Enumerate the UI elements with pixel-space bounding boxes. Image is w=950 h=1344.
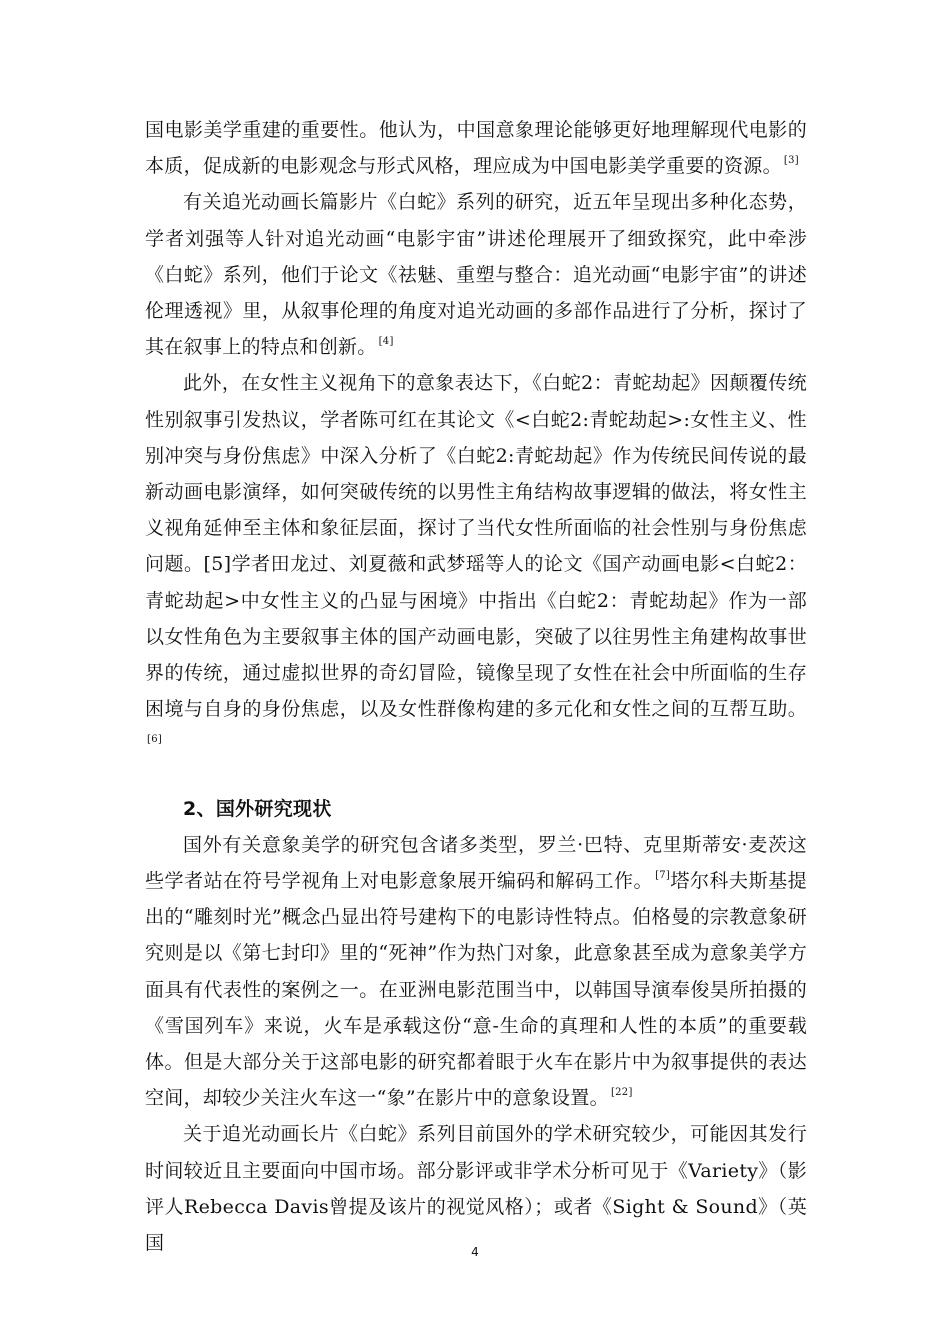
paragraph-text: 国电影美学重建的重要性。他认为，中国意象理论能够更好地理解现代电影的本质，促成新的电影观念与形式风格，理应成为中国电影美学重要的资源。 [145, 119, 807, 178]
citation-ref: [4] [378, 336, 394, 348]
citation-ref: [22] [610, 1087, 633, 1099]
paragraph-text: 关于追光动画长片《白蛇》系列目前国外的学术研究较少，可能因其发行时间较近且主要面向中国市场。部分影评或非学术分析可见于《Variety》（影评人Rebecca Davis曾提及该片的视觉风格）；或者《Sight & Sound》（英国 [145, 1123, 807, 1255]
section-heading: 2、国外研究现状 [183, 797, 332, 820]
paragraph-feminism [145, 365, 807, 763]
citation-ref: [6] [147, 734, 163, 746]
paragraph-text: 有关追光动画长篇影片《白蛇》系列的研究，近五年呈现出多种化态势，学者刘强等人针对追光动画“电影宇宙”讲述伦理展开了细致探究，此中牵涉《白蛇》系列，他们于论文《祛魅、重塑与整合：追光动画“电影宇宙”的讲述伦理透视》里，从叙事伦理的角度对追光动画的多部作品进行了分析，探讨了其在叙事上的特点和创新。 [145, 191, 807, 359]
page-number: 4 [471, 1245, 479, 1259]
paragraph-foreign-baishe [145, 1116, 807, 1261]
paragraph-continuation [145, 112, 807, 184]
paragraph-text: 此外，在女性主义视角下的意象表达下，《白蛇2：青蛇劫起》因颠覆传统性别叙事引发热议，学者陈可红在其论文《<白蛇2:青蛇劫起>:女性主义、性别冲突与身份焦虑》中深入分析了《白蛇2:青蛇劫起》作为传统民间传说的最新动画电影演绎，如何突破传统的以男性主角结构故事逻辑的做法，将女性主义视角延伸至主体和象征层面，探讨了当代女性所面临的社会性别与身份焦虑问题。[5]学者田龙过、刘夏薇和武梦瑶等人的论文《国产动画电影<白蛇2：青蛇劫起>中女性主义的凸显与困境》中指出《白蛇2：青蛇劫起》作为一部以女性角色为主要叙事主体的国产动画电影，突破了以往男性主角建构故事世界的传统，通过虚拟世界的奇幻冒险，镜像呈现了女性在社会中所面临的生存困境与自身的身份焦虑，以及女性群像构建的多元化和女性之间的互帮互助。 [145, 372, 807, 721]
body-text [145, 112, 807, 1261]
citation-ref: [7] [655, 870, 671, 882]
paragraph-text: 国外有关意象美学的研究包含诸多类型，罗兰·巴特、克里斯蒂安·麦茨这些学者站在符号学视角上对电影意象展开编码和解码工作。 [145, 833, 807, 893]
citation-ref: [3] [783, 155, 799, 167]
paragraph-foreign-research [145, 827, 807, 1117]
paragraph-baishe-studies [145, 184, 807, 365]
paragraph-text: 塔尔科夫斯基提出的“雕刻时光”概念凸显出符号建构下的电影诗性特点。伯格曼的宗教意象研究则是以《第七封印》里的“死神”作为热门对象，此意象甚至成为意象美学方面具有代表性的案例之一。在亚洲电影范围当中，以韩国导演奉俊昊所拍摄的《雪国列车》来说，火车是承载这份“意-生命的真理和人性的本质”的重要载体。但是大部分关于这部电影的研究都着眼于火车在影片中为叙事提供的表达空间，却较少关注火车这一“象”在影片中的意象设置。 [145, 870, 807, 1110]
